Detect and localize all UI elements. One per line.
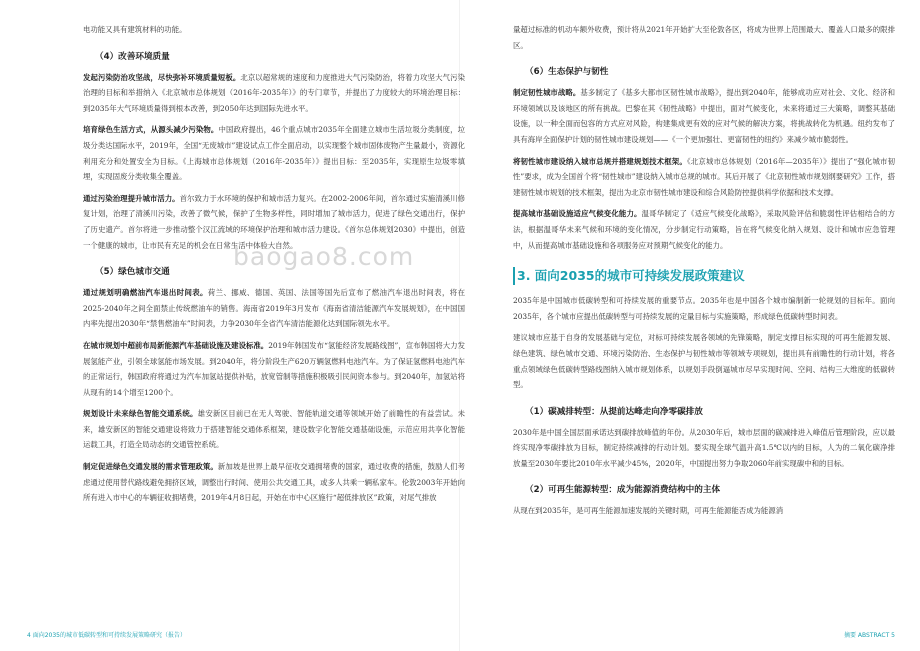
- paragraph: [513, 206, 895, 253]
- paragraph: 建议城市应基于自身的发展基础与定位，对标可持续发展各领域的先锋策略，制定支撑目标实现的可再生能源发展、绿色建筑、绿色城市交通、环境污染防治、生态保护与韧性城市等领域专项规划，提出具有前瞻性的行动计划，将各重点领域绿色低碳转型路线图纳入城市规划体系，以规划手段倒逼城市尽早实现时间、空间、结构三大维度的低碳转型。: [513, 333, 895, 390]
- footer-right: 摘要 ABSTRACT 5: [843, 632, 895, 639]
- subsection-heading: （1）碳减排转型：从提前达峰走向净零碳排放: [525, 406, 703, 417]
- right-page-column: [513, 22, 895, 519]
- paragraph: 2030年是中国全国层面承诺达到碳排放峰值的年份。从2030年后，城市层面的碳减排进入峰值后管理阶段，应以最终实现净零碳排放为目标，制定持续减排的行动计划。要实现全球气温升高1.5℃以内的目标，人为的二氧化碳净排放量至2030年要比2010年水平减少45%，2020年，中国提出努力争取2060年前实现碳中和的目标。: [513, 427, 895, 468]
- paragraph: 2035年是中国城市低碳转型和可持续发展的重要节点。2035年也是中国各个城市编制新一轮规划的目标年。面向2035年，各个城市应提出低碳转型与可持续发展的定量目标与实施策略，形成绿色低碳转型时间表。: [513, 296, 895, 321]
- paragraph-text: 基多制定了《基多大都市区韧性城市战略》，提出到2040年，能够成功应对社会、文化、经济和环境领域以及该地区的所有挑战。巴黎在其《韧性战略》中提出，面对气候变化，未来将通过三大策略，调整其基础设施，以一种全面而包容的方式应对风险，构建集成更有效的应对气候的解决方案，将挑战转化为机遇。纽约发布了具有海岸全面保护计划的韧性城市建设规划——《一个更加强壮、更富韧性的纽约》来减少城市脆弱性。: [513, 88, 895, 144]
- paragraph-lead: 通过规划明确燃油汽车退出时间表。: [83, 288, 208, 298]
- subsection-heading: （6）生态保护与韧性: [525, 67, 609, 78]
- paragraph-text: 雄安新区目前已在无人驾驶、智能轨道交通等领域开始了前瞻性的有益尝试。未来，雄安新区的智能交通建设将致力于搭建智能交通体系框架，建设数字化智能交通基础设施，示范应用共享化智能运载工具，打造全局动态的交通管控系统。: [83, 409, 465, 450]
- paragraph-text: 2019年韩国发布“氢能经济发展路线图”，宣布韩国将大力发展氢能产业，引领全球氢能市场发展。到2040年，将分阶段生产620万辆氢燃料电池汽车。为了保证氢燃料电池汽车的正常运行，韩国政府将通过为汽车加氢站提供补贴，放宽管制等措施积极吸引民间资本参与。到2040年，加氢站将从现有的14个增至1200个。: [83, 340, 465, 397]
- watermark: baogao8.com: [233, 242, 415, 271]
- paragraph-lead: 发起污染防治攻坚战，尽快弥补环境质量短板。: [83, 72, 241, 82]
- paragraph-lead: 提高城市基础设施适应气候变化能力。: [513, 209, 642, 219]
- subsection-heading: （2）可再生能源转型：成为能源消费结构中的主体: [525, 485, 721, 496]
- paragraph-lead: 将韧性城市建设纳入城市总规并搭建规划技术框架。: [513, 156, 687, 166]
- section-heading: 3. 面向2035的城市可持续发展政策建议: [513, 267, 895, 285]
- paragraph: [83, 285, 465, 332]
- paragraph: [83, 459, 465, 506]
- paragraph: [83, 70, 465, 117]
- paragraph-text: 新加坡是世界上最早征收交通拥堵费的国家，通过收费的措施，鼓励人们考虑通过使用替代路线避免拥挤区域，调整出行时间、使用公共交通工具，或多人共乘一辆私家车。伦敦2003年开始向所有进入市中心的车辆征收拥堵费，2019年4月8日起，开始在市中心区施行“超低排放区”政策，对尾气排放: [83, 462, 465, 503]
- paragraph-lead: 规划设计未来绿色智能交通系统。: [83, 409, 198, 419]
- paragraph-text: 《北京城市总体规划（2016年—2035年）》提出了“强化城市韧性”要求，成为全国首个将“韧性城市”建设纳入城市总规的城市。其后开展了《北京韧性城市规划纲要研究》工作，搭建韧性城市规划的技术框架，提出为北京市韧性城市建设和综合风险防控提供科学依据和技术支撑。: [513, 156, 895, 197]
- subsection-heading: （4）改善环境质量: [95, 51, 170, 62]
- paragraph-lead: 在城市规划中超前布局新能源汽车基础设施及建设标准。: [83, 340, 269, 350]
- paragraph-text: 首尔致力于水环境的保护和城市活力复兴。在2002-2006年间，首尔通过实施清溪川修复计划，治理了清溪川污染，改善了微气候，保护了生物多样性，同时增加了城市活力，促进了绿色交通出行，保护了历史遗产。首尔将进一步推动整个汉江流域的环境保护治理和城市活力建设。《首尔总体规划2030》中提出，创造一个健康的城市，让市民有充足的机会在日常生活中体验大自然。: [83, 193, 465, 250]
- footer-left: 4 面向2035的城市低碳转型和可持续发展策略研究（报告）: [27, 632, 186, 639]
- paragraph-text: 北京以超常规的速度和力度推进大气污染防治，将着力攻坚大气污染治理的目标和举措纳入《北京城市总体规划（2016年-2035年）》的专门章节，并提出了力度较大的环境治理目标：到2035年大气环境质量得到根本改善，到2050年达到国际先进水平。: [83, 72, 465, 113]
- paragraph: [83, 338, 465, 400]
- paragraph: 电功能又具有建筑材料的功能。: [83, 25, 187, 34]
- subsection-heading: （5）绿色城市交通: [95, 267, 170, 278]
- paragraph-text: 荷兰、挪威、德国、英国、法国等国先后宣布了燃油汽车退出时间表，将在2025-2040年之间全面禁止传统燃油车的销售。海南省2019年3月发布《海南省清洁能源汽车发展规划》，在中国国内率先提出2030年“禁售燃油车”时间表，力争2030年全省汽车清洁能源化达到国际领先水平。: [83, 288, 465, 329]
- paragraph: [83, 406, 465, 453]
- paragraph-lead: 通过污染治理提升城市活力。: [83, 193, 180, 203]
- paragraph-lead: 培育绿色生活方式，从源头减少污染物。: [83, 125, 219, 135]
- paragraph: 从现在到2035年，是可再生能源加速发展的关键时期，可再生能源能否成为能源消: [513, 506, 784, 516]
- paragraph-lead: 制定韧性城市战略。: [513, 88, 581, 98]
- paragraph: [513, 85, 895, 147]
- paragraph-lead: 制定促进绿色交通发展的需求管理政策。: [83, 462, 218, 472]
- paragraph: 量超过标准的机动车额外收费，预计将从2021年开始扩大至伦敦各区，将成为世界上范围最大、覆盖人口最多的限排区。: [513, 25, 895, 50]
- paragraph: [83, 122, 465, 184]
- paragraph: [513, 154, 895, 201]
- paragraph-text: 中国政府提出，46个重点城市2035年全面建立城市生活垃圾分类制度，垃圾分类达国际水平，2019年，全国“无废城市”建设试点工作全面启动，以实现整个城市固体废物产生量最小，资源化利用充分和处置安全为目标。《上海城市总体规划（2016年-2035年）》提出目标：至2035年，实现原生垃圾零填埋，实现固废分类收集全覆盖。: [83, 125, 465, 182]
- paragraph-text: 温哥华制定了《适应气候变化战略》，采取风险评估和脆弱性评估相结合的方法，根据温哥华未来气候和环境的变化情况，分步制定行动策略，旨在将气候变化纳入规划、设计和城市应急管理中，从而提高城市基础设施和各项服务应对预期气候变化的能力。: [513, 209, 895, 250]
